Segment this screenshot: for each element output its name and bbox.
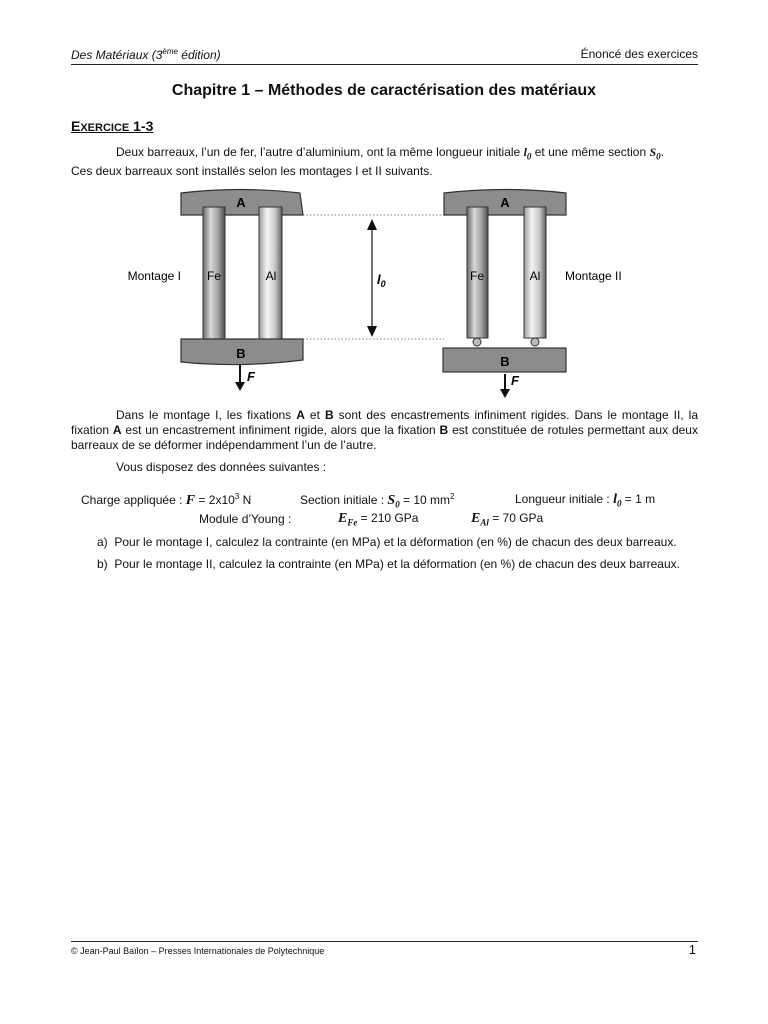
montage1-label-A: A <box>236 195 246 210</box>
montage2-label-B: B <box>500 354 510 369</box>
montage1-force-label: F <box>247 369 255 384</box>
intro-paragraph: Deux barreaux, l’un de fer, l’autre d’aluminium, ont la même longueur initiale $l_0$ et une même section $S_0$. Ces deux barreaux sont installés selon les montages I et II suivants. <box>71 145 664 179</box>
montage2-label-al: Al <box>529 269 541 283</box>
chapter-title: Chapitre 1 – Méthodes de caractérisation des matériaux <box>171 82 597 99</box>
montage1-title: Montage I <box>127 269 181 283</box>
montage2-hinge-al-icon <box>531 338 539 346</box>
montage2-hinge-fe-icon <box>473 338 481 346</box>
page-number: 1 <box>688 942 696 957</box>
length-arrowhead-bottom <box>367 326 377 337</box>
data-young-al: $E_{Al} = 70$ GPa <box>471 511 544 528</box>
data-section: Section initiale : $S_0 = 10$ $mm^2$ <box>300 492 455 510</box>
running-header-right: Énoncé des exercices <box>580 47 698 61</box>
montage1-label-fe: Fe <box>206 269 222 283</box>
data-intro: Vous disposez des données suivantes : <box>116 460 327 474</box>
montage2-label-A: A <box>500 195 510 210</box>
question-a: a) Pour le montage I, calculez la contrainte (en MPa) et la déformation (en %) de chacun des deux barreaux. <box>97 535 677 549</box>
montage2-title: Montage II <box>565 269 622 283</box>
data-young-fe: $E_{Fe} = 210$ GPa <box>338 511 419 528</box>
footer-rule <box>71 941 698 942</box>
montage2-force-label: F <box>511 373 519 388</box>
length-arrowhead-top <box>367 219 377 230</box>
montage1-label-al: Al <box>265 269 277 283</box>
footer-copyright: © Jean-Paul Baïlon – Presses Internationales de Polytechnique <box>71 946 325 956</box>
montage2-force-arrowhead <box>500 389 510 398</box>
montage2-label-fe: Fe <box>469 269 485 283</box>
exercise-heading: EXERCICE 1-3 <box>71 118 154 134</box>
question-b: b) Pour le montage II, calculez la contrainte (en MPa) et la déformation (en %) de chacun des deux barreaux. <box>97 557 680 571</box>
montage1-label-B: B <box>236 346 246 361</box>
data-length: Longueur initiale : $l_0 = 1$ m <box>515 492 656 509</box>
running-header-left: Des Matériaux (3ème édition) <box>71 47 221 62</box>
montage1-force-arrowhead <box>235 382 245 391</box>
assembly-figure <box>0 0 768 400</box>
length-label: $l_0$ <box>377 272 386 289</box>
data-charge: Charge appliquée : $F = 2x10^3$ N <box>81 492 252 508</box>
data-young-label: Module d’Young : <box>199 512 292 526</box>
mounting-description: Dans le montage I, les fixations A et B sont des encastrements infiniment rigides. Dans le montage II, la fixation A est un encastrement infiniment rigide, alors que la fixation B est constituée de rotules permettant aux deux barreaux de se déformer indépendamment l’un de l’autre. <box>71 408 698 452</box>
